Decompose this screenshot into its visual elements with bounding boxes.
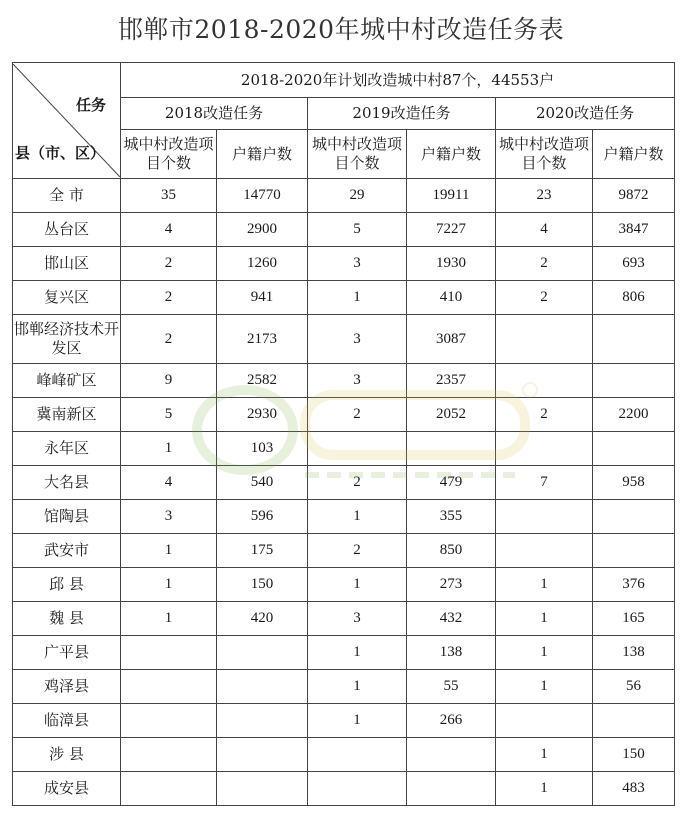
households-count-cell: 55 — [407, 670, 496, 704]
projects-count-cell — [121, 772, 217, 806]
projects-count-cell: 2 — [121, 281, 217, 315]
year-2018-header: 2018改造任务 — [121, 98, 308, 130]
corner-county-label: 县（市、区） — [15, 144, 106, 162]
households-column-header: 户籍户数 — [593, 130, 675, 179]
projects-count-cell: 1 — [496, 772, 593, 806]
county-name-cell: 全 市 — [13, 179, 121, 213]
projects-count-cell: 3 — [308, 247, 407, 281]
households-count-cell: 165 — [593, 602, 675, 636]
households-count-cell: 2357 — [407, 364, 496, 398]
county-name-cell: 复兴区 — [13, 281, 121, 315]
households-count-cell: 266 — [407, 704, 496, 738]
households-count-cell — [217, 738, 308, 772]
projects-count-cell: 1 — [308, 281, 407, 315]
page-title: 邯郸市2018-2020年城中村改造任务表 — [117, 15, 565, 44]
households-count-cell — [593, 364, 675, 398]
projects-count-cell: 2 — [121, 315, 217, 364]
households-count-cell: 420 — [217, 602, 308, 636]
households-count-cell: 479 — [407, 466, 496, 500]
projects-count-cell — [496, 500, 593, 534]
projects-count-cell: 2 — [496, 398, 593, 432]
projects-count-cell — [121, 704, 217, 738]
projects-count-cell: 1 — [496, 636, 593, 670]
households-count-cell — [593, 315, 675, 364]
table-row — [13, 398, 675, 432]
projects-count-cell: 1 — [496, 670, 593, 704]
table-row — [13, 466, 675, 500]
county-name-cell: 馆陶县 — [13, 500, 121, 534]
projects-count-cell: 2 — [121, 247, 217, 281]
households-count-cell: 941 — [217, 281, 308, 315]
projects-count-cell — [496, 364, 593, 398]
county-name-cell: 大名县 — [13, 466, 121, 500]
households-column-header: 户籍户数 — [217, 130, 308, 179]
households-count-cell: 150 — [217, 568, 308, 602]
county-name-cell: 邱 县 — [13, 568, 121, 602]
projects-count-cell: 23 — [496, 179, 593, 213]
county-name-cell: 广平县 — [13, 636, 121, 670]
county-name-cell: 武安市 — [13, 534, 121, 568]
county-name-cell: 冀南新区 — [13, 398, 121, 432]
households-count-cell: 1930 — [407, 247, 496, 281]
projects-count-cell: 3 — [308, 315, 407, 364]
households-count-cell: 2200 — [593, 398, 675, 432]
projects-count-cell: 1 — [308, 500, 407, 534]
households-count-cell — [217, 636, 308, 670]
county-name-cell: 邯山区 — [13, 247, 121, 281]
projects-count-cell: 2 — [496, 247, 593, 281]
table-row — [13, 670, 675, 704]
projects-count-cell: 1 — [496, 568, 593, 602]
projects-count-cell: 1 — [308, 670, 407, 704]
projects-column-header: 城中村改造项目个数 — [121, 130, 217, 179]
households-count-cell — [593, 432, 675, 466]
projects-count-cell: 2 — [308, 398, 407, 432]
projects-count-cell: 4 — [121, 213, 217, 247]
households-count-cell: 958 — [593, 466, 675, 500]
households-count-cell: 806 — [593, 281, 675, 315]
table-row — [13, 213, 675, 247]
projects-count-cell — [496, 432, 593, 466]
task-table — [12, 62, 675, 806]
households-count-cell: 175 — [217, 534, 308, 568]
projects-count-cell: 1 — [121, 568, 217, 602]
projects-count-cell: 1 — [308, 704, 407, 738]
county-name-cell: 魏 县 — [13, 602, 121, 636]
county-name-cell: 涉 县 — [13, 738, 121, 772]
households-count-cell — [217, 704, 308, 738]
year-2020-header: 2020改造任务 — [496, 98, 675, 130]
projects-count-cell: 1 — [496, 738, 593, 772]
projects-count-cell: 5 — [308, 213, 407, 247]
projects-count-cell — [121, 636, 217, 670]
projects-count-cell: 4 — [121, 466, 217, 500]
table-row — [13, 179, 675, 213]
households-count-cell: 2582 — [217, 364, 308, 398]
table-row — [13, 704, 675, 738]
households-count-cell: 540 — [217, 466, 308, 500]
table-row — [13, 738, 675, 772]
households-count-cell: 3847 — [593, 213, 675, 247]
projects-count-cell: 2 — [496, 281, 593, 315]
projects-count-cell — [308, 432, 407, 466]
households-count-cell — [217, 670, 308, 704]
year-2019-header: 2019改造任务 — [308, 98, 496, 130]
table-row — [13, 364, 675, 398]
projects-count-cell: 2 — [308, 466, 407, 500]
households-count-cell: 410 — [407, 281, 496, 315]
households-count-cell: 273 — [407, 568, 496, 602]
households-count-cell: 376 — [593, 568, 675, 602]
corner-header-cell — [13, 63, 121, 179]
projects-count-cell: 1 — [308, 636, 407, 670]
table-row — [13, 772, 675, 806]
table-row — [13, 500, 675, 534]
projects-count-cell: 29 — [308, 179, 407, 213]
projects-count-cell — [121, 670, 217, 704]
county-name-cell: 峰峰矿区 — [13, 364, 121, 398]
households-count-cell: 483 — [593, 772, 675, 806]
county-name-cell: 永年区 — [13, 432, 121, 466]
households-count-cell: 850 — [407, 534, 496, 568]
households-count-cell — [593, 500, 675, 534]
county-name-cell: 鸡泽县 — [13, 670, 121, 704]
households-count-cell: 103 — [217, 432, 308, 466]
projects-count-cell: 1 — [121, 602, 217, 636]
households-count-cell — [593, 534, 675, 568]
households-count-cell: 138 — [407, 636, 496, 670]
projects-count-cell — [496, 704, 593, 738]
table-row — [13, 247, 675, 281]
projects-count-cell — [496, 315, 593, 364]
households-column-header: 户籍户数 — [407, 130, 496, 179]
households-count-cell — [593, 704, 675, 738]
households-count-cell: 2052 — [407, 398, 496, 432]
projects-count-cell — [496, 534, 593, 568]
projects-count-cell — [121, 738, 217, 772]
households-count-cell: 596 — [217, 500, 308, 534]
table-row — [13, 636, 675, 670]
table-row — [13, 432, 675, 466]
corner-task-label: 任务 — [75, 96, 106, 114]
projects-count-cell: 9 — [121, 364, 217, 398]
households-count-cell: 7227 — [407, 213, 496, 247]
projects-count-cell: 1 — [121, 432, 217, 466]
table-row — [13, 602, 675, 636]
table-row — [13, 568, 675, 602]
households-count-cell: 19911 — [407, 179, 496, 213]
county-name-cell: 丛台区 — [13, 213, 121, 247]
households-count-cell: 432 — [407, 602, 496, 636]
overall-plan-header: 2018-2020年计划改造城中村87个，44553户 — [121, 63, 675, 98]
projects-count-cell: 1 — [121, 534, 217, 568]
projects-count-cell: 7 — [496, 466, 593, 500]
projects-column-header: 城中村改造项目个数 — [496, 130, 593, 179]
households-count-cell — [407, 432, 496, 466]
county-name-cell: 邯郸经济技术开发区 — [13, 315, 121, 364]
projects-count-cell: 1 — [496, 602, 593, 636]
households-count-cell: 3087 — [407, 315, 496, 364]
households-count-cell — [407, 738, 496, 772]
households-count-cell: 1260 — [217, 247, 308, 281]
households-count-cell — [407, 772, 496, 806]
projects-count-cell: 3 — [121, 500, 217, 534]
households-count-cell: 150 — [593, 738, 675, 772]
projects-count-cell: 4 — [496, 213, 593, 247]
projects-count-cell: 2 — [308, 534, 407, 568]
projects-count-cell: 3 — [308, 364, 407, 398]
households-count-cell: 693 — [593, 247, 675, 281]
households-count-cell: 2900 — [217, 213, 308, 247]
households-count-cell: 14770 — [217, 179, 308, 213]
table-row — [13, 534, 675, 568]
projects-count-cell — [308, 738, 407, 772]
county-name-cell: 临漳县 — [13, 704, 121, 738]
households-count-cell: 56 — [593, 670, 675, 704]
county-name-cell: 成安县 — [13, 772, 121, 806]
table-body — [13, 179, 675, 806]
households-count-cell: 9872 — [593, 179, 675, 213]
projects-count-cell — [308, 772, 407, 806]
households-count-cell: 2173 — [217, 315, 308, 364]
households-count-cell: 138 — [593, 636, 675, 670]
households-count-cell: 355 — [407, 500, 496, 534]
table-row — [13, 315, 675, 364]
projects-count-cell: 5 — [121, 398, 217, 432]
table-row — [13, 281, 675, 315]
projects-count-cell: 1 — [308, 568, 407, 602]
households-count-cell: 2930 — [217, 398, 308, 432]
households-count-cell — [217, 772, 308, 806]
projects-count-cell: 3 — [308, 602, 407, 636]
projects-column-header: 城中村改造项目个数 — [308, 130, 407, 179]
projects-count-cell: 35 — [121, 179, 217, 213]
